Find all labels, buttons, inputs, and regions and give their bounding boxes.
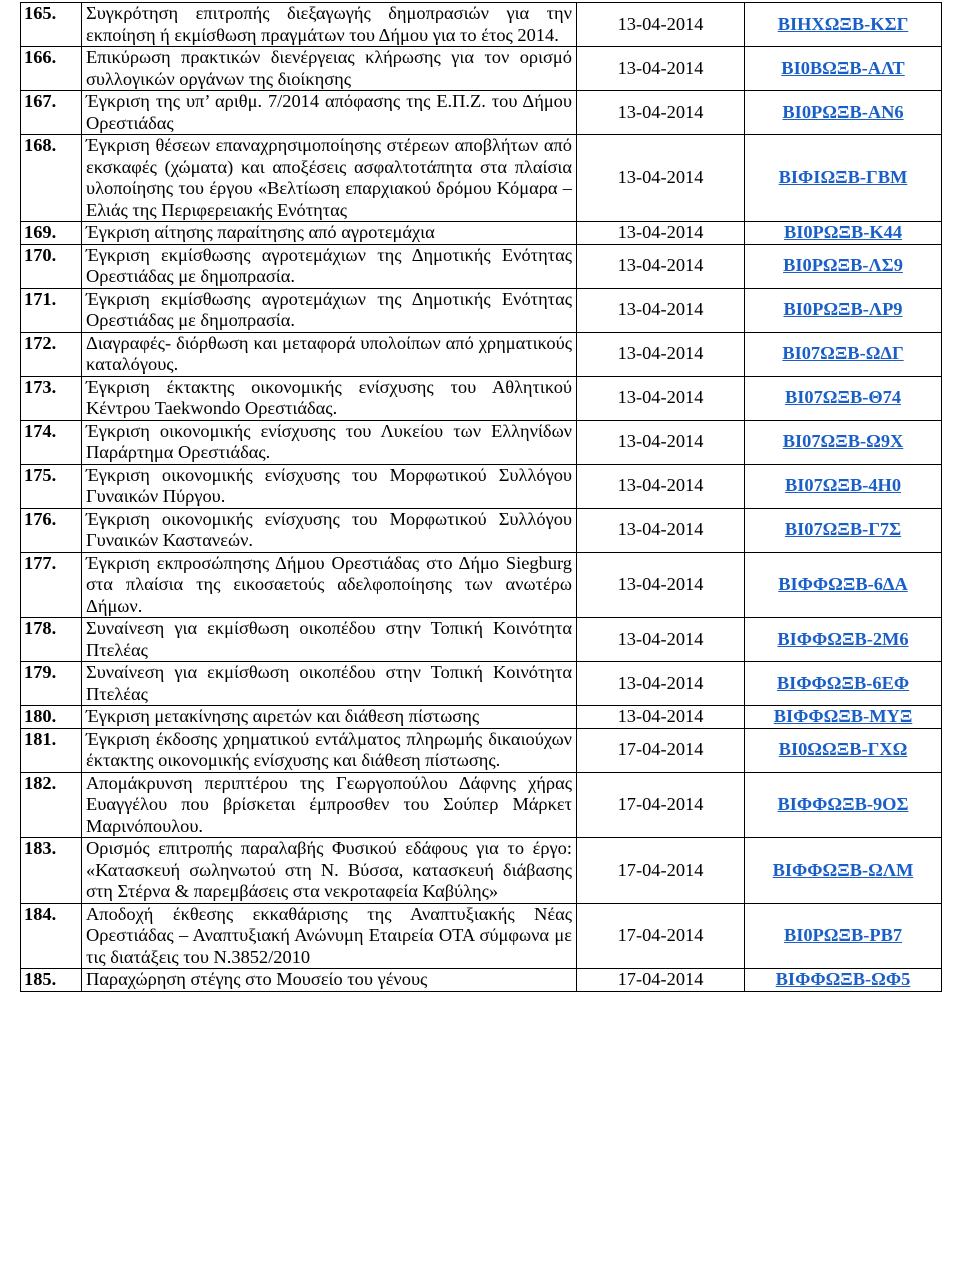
table-row — [21, 376, 942, 420]
table-row — [21, 903, 942, 969]
decision-number: 180. — [21, 706, 82, 729]
decision-subject: Έγκριση οικονομικής ενίσχυσης του Μορφωτικού Συλλόγου Γυναικών Πύργου. — [82, 464, 577, 508]
ada-link[interactable]: ΒΙ0ΡΩΞΒ-ΛΣ9 — [783, 255, 903, 276]
decision-ada-cell — [745, 135, 942, 222]
decision-date: 13-04-2014 — [577, 288, 745, 332]
decision-date: 17-04-2014 — [577, 728, 745, 772]
decision-subject: Έγκριση έκδοσης χρηματικού εντάλματος πληρωμής δικαιούχων έκτακτης οικονομικής ενίσχυσης και διάθεση πίστωσης. — [82, 728, 577, 772]
decision-date: 13-04-2014 — [577, 91, 745, 135]
decision-number: 168. — [21, 135, 82, 222]
decision-ada-cell — [745, 464, 942, 508]
decision-date: 13-04-2014 — [577, 464, 745, 508]
decision-number: 167. — [21, 91, 82, 135]
decision-ada-cell — [745, 47, 942, 91]
table-row — [21, 706, 942, 729]
ada-link[interactable]: ΒΙΦΦΩΞΒ-9ΟΣ — [777, 794, 909, 814]
decision-number: 165. — [21, 3, 82, 47]
decision-subject: Συγκρότηση επιτροπής διεξαγωγής δημοπρασιών για την εκποίηση ή εκμίσθωση πραγμάτων του Δήμου για το έτος 2014. — [82, 3, 577, 47]
decision-subject: Απομάκρυνση περιπτέρου της Γεωργοπούλου Δάφνης χήρας Ευαγγέλου που βρίσκεται έμπροσθεν του Σούπερ Μάρκετ Μαρινόπουλου. — [82, 772, 577, 838]
ada-link[interactable]: ΒΙ0ΩΩΞΒ-ΓΧΩ — [778, 739, 908, 760]
decision-subject: Επικύρωση πρακτικών διενέργειας κλήρωσης για τον ορισμό συλλογικών οργάνων της διοίκησης — [82, 47, 577, 91]
table-row — [21, 772, 942, 838]
decision-subject: Έγκριση αίτησης παραίτησης από αγροτεμάχια — [82, 222, 577, 245]
ada-link[interactable]: ΒΙ0ΡΩΞΒ-Κ44 — [783, 222, 903, 242]
decision-date: 13-04-2014 — [577, 244, 745, 288]
ada-link[interactable]: ΒΙΦΦΩΞΒ-ΩΛΜ — [772, 859, 914, 880]
decision-subject: Έγκριση έκτακτης οικονομικής ενίσχυσης του Αθλητικού Κέντρου Taekwondo Ορεστιάδας. — [82, 376, 577, 420]
ada-link[interactable]: ΒΙ0ΡΩΞΒ-ΛΡ9 — [783, 299, 903, 320]
decision-number: 184. — [21, 903, 82, 969]
decisions-table-body — [21, 3, 942, 992]
decision-date: 17-04-2014 — [577, 838, 745, 904]
table-row — [21, 332, 942, 376]
decision-number: 173. — [21, 376, 82, 420]
decision-number: 178. — [21, 618, 82, 662]
decision-date: 13-04-2014 — [577, 420, 745, 464]
decision-date: 13-04-2014 — [577, 3, 745, 47]
ada-link[interactable]: ΒΙΦΙΩΞΒ-ΓΒΜ — [778, 167, 908, 188]
table-row — [21, 3, 942, 47]
decision-date: 13-04-2014 — [577, 552, 745, 618]
decision-date: 13-04-2014 — [577, 618, 745, 662]
table-row — [21, 464, 942, 508]
table-row — [21, 662, 942, 706]
decision-ada-cell — [745, 772, 942, 838]
decision-number: 176. — [21, 508, 82, 552]
decision-ada-cell — [745, 332, 942, 376]
decision-number: 177. — [21, 552, 82, 618]
decision-subject: Ορισμός επιτροπής παραλαβής Φυσικού εδάφους για το έργο: «Κατασκευή σωληνωτού στη Ν. Βύσσα, κατασκευή διάβασης στη Στέρνα & παρεμβάσεις στα νεκροταφεία Καβύλης» — [82, 838, 577, 904]
ada-link[interactable]: ΒΙ07ΩΞΒ-Θ74 — [784, 387, 902, 408]
decision-date: 13-04-2014 — [577, 47, 745, 91]
decision-subject: Διαγραφές- διόρθωση και μεταφορά υπολοίπων από χρηματικούς καταλόγους. — [82, 332, 577, 376]
ada-link[interactable]: ΒΙ07ΩΞΒ-4Η0 — [784, 475, 902, 496]
decision-subject: Συναίνεση για εκμίσθωση οικοπέδου στην Τοπική Κοινότητα Πτελέας — [82, 618, 577, 662]
decision-ada-cell — [745, 706, 942, 729]
decision-ada-cell — [745, 903, 942, 969]
decision-subject: Έγκριση θέσεων επαναχρησιμοποίησης στέρεων αποβλήτων από εκσκαφές (χώματα) και αποξέσεις ασφαλτοτάπητα στα πλαίσια υλοποίησης του έργου «Βελτίωση επαρχιακού δρόμου Κόμαρα – Ελιάς της Περιφερειακής Ενότητας — [82, 135, 577, 222]
ada-link[interactable]: ΒΙ0ΡΩΞΒ-ΑΝ6 — [782, 101, 904, 122]
table-row — [21, 969, 942, 992]
decision-date: 13-04-2014 — [577, 662, 745, 706]
decision-subject: Αποδοχή έκθεσης εκκαθάρισης της Αναπτυξιακής Νέας Ορεστιάδας – Αναπτυξιακή Ανώνυμη Εταιρεία ΟΤΑ σύμφωνα με τις διατάξεις του Ν.3852/2010 — [82, 903, 577, 969]
decision-number: 169. — [21, 222, 82, 245]
ada-link[interactable]: ΒΙΦΦΩΞΒ-6ΕΦ — [776, 672, 910, 693]
table-row — [21, 288, 942, 332]
decision-ada-cell — [745, 91, 942, 135]
decision-number: 172. — [21, 332, 82, 376]
decision-number: 179. — [21, 662, 82, 706]
decision-number: 166. — [21, 47, 82, 91]
decision-date: 13-04-2014 — [577, 222, 745, 245]
ada-link[interactable]: ΒΙΦΦΩΞΒ-ΜΥΞ — [773, 706, 913, 726]
decision-subject: Παραχώρηση στέγης στο Μουσείο του γένους — [82, 969, 577, 992]
table-row — [21, 618, 942, 662]
decision-number: 170. — [21, 244, 82, 288]
ada-link[interactable]: ΒΙΦΦΩΞΒ-6ΔΑ — [778, 574, 908, 594]
table-row — [21, 91, 942, 135]
decision-date: 17-04-2014 — [577, 772, 745, 838]
ada-link[interactable]: ΒΙΗΧΩΞΒ-ΚΣΓ — [777, 13, 909, 34]
table-row — [21, 838, 942, 904]
ada-link[interactable]: ΒΙ0ΒΩΞΒ-ΑΛΤ — [781, 57, 905, 78]
decision-ada-cell — [745, 420, 942, 464]
ada-link[interactable]: ΒΙΦΦΩΞΒ-ΩΦ5 — [775, 969, 911, 989]
decision-subject: Έγκριση οικονομικής ενίσχυσης του Μορφωτικού Συλλόγου Γυναικών Καστανεών. — [82, 508, 577, 552]
decision-ada-cell — [745, 552, 942, 618]
decisions-table — [20, 2, 942, 992]
decision-subject: Συναίνεση για εκμίσθωση οικοπέδου στην Τοπική Κοινότητα Πτελέας — [82, 662, 577, 706]
decision-subject: Έγκριση εκπροσώπησης Δήμου Ορεστιάδας στο Δήμο Siegburg στα πλαίσια της εικοσαετούς αδελφοποίησης των ανωτέρω Δήμων. — [82, 552, 577, 618]
ada-link[interactable]: ΒΙ0ΡΩΞΒ-ΡΒ7 — [783, 925, 903, 945]
decision-subject: Έγκριση οικονομικής ενίσχυσης του Λυκείου των Ελληνίδων Παράρτημα Ορεστιάδας. — [82, 420, 577, 464]
decision-ada-cell — [745, 508, 942, 552]
decision-subject: Έγκριση μετακίνησης αιρετών και διάθεση πίστωσης — [82, 706, 577, 729]
decision-date: 13-04-2014 — [577, 135, 745, 222]
ada-link[interactable]: ΒΙ07ΩΞΒ-Ω9Χ — [782, 431, 904, 452]
decision-number: 171. — [21, 288, 82, 332]
decision-number: 182. — [21, 772, 82, 838]
table-row — [21, 135, 942, 222]
decision-date: 13-04-2014 — [577, 706, 745, 729]
decision-ada-cell — [745, 662, 942, 706]
ada-link[interactable]: ΒΙ07ΩΞΒ-Γ7Σ — [784, 519, 902, 540]
ada-link[interactable]: ΒΙ07ΩΞΒ-ΩΔΓ — [782, 343, 904, 364]
table-row — [21, 47, 942, 91]
decision-ada-cell — [745, 728, 942, 772]
table-row — [21, 508, 942, 552]
decision-number: 175. — [21, 464, 82, 508]
decision-subject: Έγκριση εκμίσθωσης αγροτεμάχιων της Δημοτικής Ενότητας Ορεστιάδας με δημοπρασία. — [82, 244, 577, 288]
decision-date: 17-04-2014 — [577, 969, 745, 992]
decision-ada-cell — [745, 969, 942, 992]
decision-ada-cell — [745, 618, 942, 662]
decision-number: 174. — [21, 420, 82, 464]
decision-date: 13-04-2014 — [577, 508, 745, 552]
table-row — [21, 552, 942, 618]
decision-number: 181. — [21, 728, 82, 772]
table-row — [21, 244, 942, 288]
decision-ada-cell — [745, 288, 942, 332]
decision-number: 183. — [21, 838, 82, 904]
decision-ada-cell — [745, 244, 942, 288]
decision-ada-cell — [745, 3, 942, 47]
decision-number: 185. — [21, 969, 82, 992]
table-row — [21, 222, 942, 245]
decision-date: 13-04-2014 — [577, 332, 745, 376]
ada-link[interactable]: ΒΙΦΦΩΞΒ-2Μ6 — [777, 628, 909, 649]
table-row — [21, 728, 942, 772]
decision-ada-cell — [745, 376, 942, 420]
decision-subject: Έγκριση εκμίσθωσης αγροτεμάχιων της Δημοτικής Ενότητας Ορεστιάδας με δημοπρασία. — [82, 288, 577, 332]
table-row — [21, 420, 942, 464]
decision-date: 13-04-2014 — [577, 376, 745, 420]
decision-ada-cell — [745, 222, 942, 245]
decision-date: 17-04-2014 — [577, 903, 745, 969]
decision-subject: Έγκριση της υπ’ αριθμ. 7/2014 απόφασης της Ε.Π.Ζ. του Δήμου Ορεστιάδας — [82, 91, 577, 135]
decision-ada-cell — [745, 838, 942, 904]
